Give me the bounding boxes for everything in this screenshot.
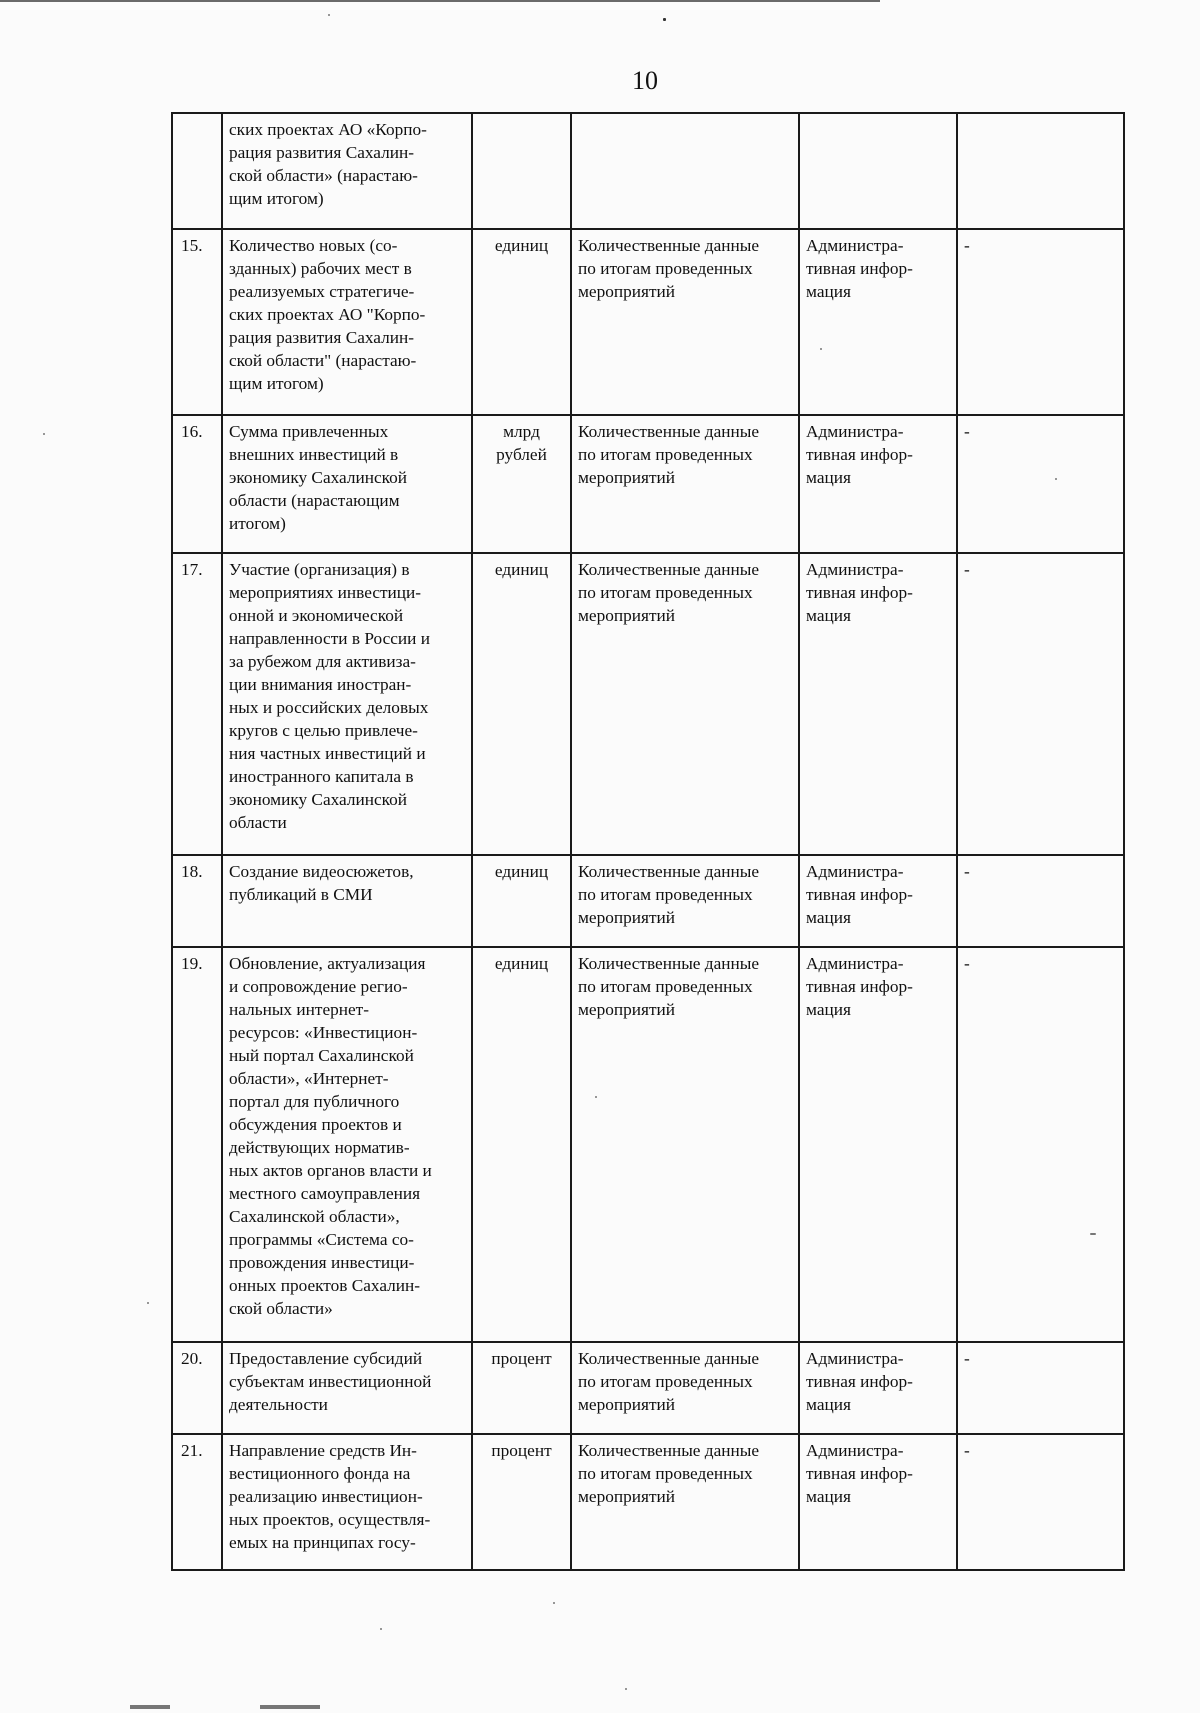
calculation-method: Количественные данные по итогам проведенных мероприятий (571, 229, 799, 415)
note: - (957, 229, 1124, 415)
unit-of-measure (472, 113, 571, 229)
scan-speck (553, 1602, 555, 1604)
row-number: 18. (172, 855, 222, 947)
scan-speck (1090, 1233, 1096, 1235)
scan-top-edge (0, 0, 880, 2)
calculation-method: Количественные данные по итогам проведенных мероприятий (571, 855, 799, 947)
row-number: 21. (172, 1434, 222, 1570)
table-row (172, 855, 1124, 947)
table-row (172, 415, 1124, 553)
data-source: Администра- тивная инфор- мация (799, 415, 957, 553)
scan-speck (328, 14, 330, 16)
indicators-table (171, 112, 1125, 1571)
indicator-name: Направление средств Ин- вестиционного фонда на реализацию инвестицион- ных проектов, осуществля- емых на принципах госу- (222, 1434, 472, 1570)
table-row (172, 553, 1124, 855)
calculation-method: Количественные данные по итогам проведенных мероприятий (571, 415, 799, 553)
scan-speck (625, 1688, 627, 1690)
note: - (957, 1434, 1124, 1570)
scan-speck (595, 1096, 597, 1098)
scan-speck (663, 18, 666, 21)
table-row (172, 947, 1124, 1342)
scan-speck (820, 348, 822, 350)
data-source (799, 113, 957, 229)
unit-of-measure: процент (472, 1434, 571, 1570)
calculation-method: Количественные данные по итогам проведенных мероприятий (571, 947, 799, 1342)
row-number: 20. (172, 1342, 222, 1434)
calculation-method: Количественные данные по итогам проведенных мероприятий (571, 1434, 799, 1570)
note: - (957, 1342, 1124, 1434)
data-source: Администра- тивная инфор- мация (799, 1342, 957, 1434)
data-source: Администра- тивная инфор- мация (799, 855, 957, 947)
note (957, 113, 1124, 229)
indicator-name: Предоставление субсидий субъектам инвестиционной деятельности (222, 1342, 472, 1434)
indicator-name: Обновление, актуализация и сопровождение регио- нальных интернет- ресурсов: «Инвестицион- ный портал Сахалинской области», «Интернет- портал для публичного обсуждения проектов и действующих норматив- ных актов органов власти и местного самоуправления Сахалинской области», программы «Система со- провождения инвестици- онных проектов Сахалин- ской области» (222, 947, 472, 1342)
page-number: 10 (632, 66, 658, 95)
note: - (957, 553, 1124, 855)
data-source: Администра- тивная инфор- мация (799, 553, 957, 855)
scan-mark (260, 1705, 320, 1709)
unit-of-measure: единиц (472, 553, 571, 855)
indicator-name: Участие (организация) в мероприятиях инвестици- онной и экономической направленности в России и за рубежом для активиза- ции внимания иностран- ных и российских деловых кругов с целью привлече- ния частных инвестиций и иностранного капитала в экономику Сахалинской области (222, 553, 472, 855)
scan-speck (380, 1628, 382, 1630)
scan-mark (130, 1705, 170, 1709)
unit-of-measure: единиц (472, 947, 571, 1342)
note: - (957, 947, 1124, 1342)
calculation-method: Количественные данные по итогам проведенных мероприятий (571, 1342, 799, 1434)
row-number (172, 113, 222, 229)
unit-of-measure: единиц (472, 229, 571, 415)
note: - (957, 415, 1124, 553)
unit-of-measure: единиц (472, 855, 571, 947)
table-row (172, 1342, 1124, 1434)
table-row (172, 113, 1124, 229)
data-source: Администра- тивная инфор- мация (799, 229, 957, 415)
data-source: Администра- тивная инфор- мация (799, 1434, 957, 1570)
note: - (957, 855, 1124, 947)
calculation-method (571, 113, 799, 229)
scan-speck (1055, 478, 1057, 480)
scan-speck (147, 1302, 149, 1304)
row-number: 15. (172, 229, 222, 415)
indicator-name: Количество новых (со- зданных) рабочих мест в реализуемых стратегиче- ских проектах АО "Корпо- рация развития Сахалин- ской области" (нарастаю- щим итогом) (222, 229, 472, 415)
indicator-name: ских проектах АО «Корпо- рация развития Сахалин- ской области» (нарастаю- щим итогом) (222, 113, 472, 229)
table-row (172, 229, 1124, 415)
unit-of-measure: млрд рублей (472, 415, 571, 553)
row-number: 16. (172, 415, 222, 553)
data-source: Администра- тивная инфор- мация (799, 947, 957, 1342)
indicator-name: Сумма привлеченных внешних инвестиций в экономику Сахалинской области (нарастающим итогом) (222, 415, 472, 553)
unit-of-measure: процент (472, 1342, 571, 1434)
calculation-method: Количественные данные по итогам проведенных мероприятий (571, 553, 799, 855)
scan-speck (43, 433, 45, 435)
scan-bottom-marks (130, 1705, 350, 1711)
table-row (172, 1434, 1124, 1570)
indicator-name: Создание видеосюжетов, публикаций в СМИ (222, 855, 472, 947)
row-number: 19. (172, 947, 222, 1342)
row-number: 17. (172, 553, 222, 855)
